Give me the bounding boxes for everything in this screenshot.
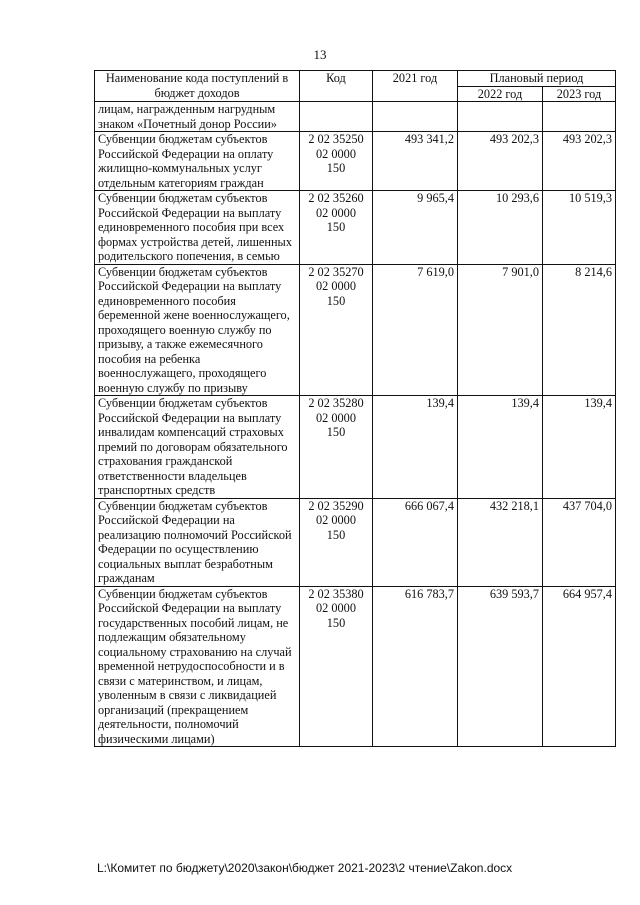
- row-2021: 666 067,4: [373, 498, 458, 586]
- row-2023: 493 202,3: [543, 132, 616, 191]
- row-2023: 664 957,4: [543, 586, 616, 747]
- row-2023: 8 214,6: [543, 264, 616, 396]
- row-2023: 437 704,0: [543, 498, 616, 586]
- table-row: [95, 191, 616, 265]
- code-part: 02 0000: [316, 205, 356, 220]
- table-row: [95, 586, 616, 747]
- code-part: 150: [326, 161, 346, 175]
- code-part: 2 02 35290: [308, 498, 364, 513]
- row-code: [300, 102, 373, 132]
- code-part: 2 02 35380: [308, 586, 364, 601]
- code-part: 150: [326, 293, 346, 308]
- row-name: Субвенции бюджетам субъектов Российской Федерации на выплату государственных пособий лицам, не подлежащим обязательному социальному страхованию на случай временной нетрудоспособности и в связи с материнством, и лицам, уволенным в связи с ликвидацией организаций (прекращением деятельности, полномочий физическими лицами): [95, 586, 300, 747]
- row-code: [300, 396, 373, 499]
- row-2022: 139,4: [458, 396, 543, 499]
- row-code: [300, 132, 373, 191]
- row-2023: 10 519,3: [543, 191, 616, 265]
- row-2022: 493 202,3: [458, 132, 543, 191]
- code-part: 150: [326, 220, 346, 234]
- row-name: лицам, награжденным нагрудным знаком «Почетный донор России»: [95, 102, 300, 132]
- code-part: 150: [326, 615, 346, 630]
- table-row: [95, 132, 616, 191]
- row-2022: 639 593,7: [458, 586, 543, 747]
- row-2022: 10 293,6: [458, 191, 543, 265]
- row-code: [300, 191, 373, 265]
- row-2023: 139,4: [543, 396, 616, 499]
- code-part: 150: [326, 425, 346, 439]
- code-part: 02 0000: [316, 410, 356, 425]
- row-name: Субвенции бюджетам субъектов Российской Федерации на реализацию полномочий Российской Федерации по осуществлению социальных выплат безработным гражданам: [95, 498, 300, 586]
- table-row: [95, 396, 616, 499]
- header-2022: 2022 год: [458, 86, 543, 102]
- header-code: Код: [300, 71, 373, 102]
- row-code: [300, 586, 373, 747]
- row-2021: 616 783,7: [373, 586, 458, 747]
- code-part: 02 0000: [316, 601, 356, 615]
- row-2021: 139,4: [373, 396, 458, 499]
- row-2022: 7 901,0: [458, 264, 543, 396]
- header-name: Наименование кода поступлений в бюджет доходов: [95, 71, 300, 102]
- code-part: 02 0000: [316, 146, 356, 161]
- code-part: 02 0000: [316, 279, 356, 293]
- row-code: [300, 264, 373, 396]
- row-2023: [543, 102, 616, 132]
- header-2021: 2021 год: [373, 71, 458, 102]
- header-planning-period: Плановый период: [458, 71, 616, 87]
- table-row: [95, 102, 616, 132]
- row-name: Субвенции бюджетам субъектов Российской Федерации на оплату жилищно-коммунальных услуг отдельным категориям граждан: [95, 132, 300, 191]
- row-name: Субвенции бюджетам субъектов Российской Федерации на выплату инвалидам компенсаций страховых премий по договорам обязательного страхования гражданской ответственности владельцев транспортных средств: [95, 396, 300, 499]
- table-row: [95, 498, 616, 586]
- code-part: 2 02 35250: [308, 132, 364, 146]
- header-2023: 2023 год: [543, 86, 616, 102]
- row-2022: 432 218,1: [458, 498, 543, 586]
- file-path-footer: L:\Комитет по бюджету\2020\закон\бюджет 2021-2023\2 чтение\Zakon.docx: [97, 861, 513, 875]
- row-2021: 7 619,0: [373, 264, 458, 396]
- code-part: 02 0000: [316, 513, 356, 527]
- row-name: Субвенции бюджетам субъектов Российской Федерации на выплату единовременного пособия при всех формах устройства детей, лишенных родительского попечения, в семью: [95, 191, 300, 265]
- revenue-table: [94, 70, 616, 747]
- code-part: 2 02 35270: [308, 264, 364, 279]
- code-part: 2 02 35280: [308, 396, 364, 410]
- code-part: 150: [326, 527, 346, 542]
- row-2021: 493 341,2: [373, 132, 458, 191]
- table-row: [95, 264, 616, 396]
- row-2021: [373, 102, 458, 132]
- row-2022: [458, 102, 543, 132]
- page-number: 13: [313, 47, 327, 62]
- code-part: 2 02 35260: [308, 191, 364, 205]
- row-2021: 9 965,4: [373, 191, 458, 265]
- row-name: Субвенции бюджетам субъектов Российской Федерации на выплату единовременного пособия беременной жене военнослужащего, проходящего военную службу по призыву, а также ежемесячного пособия на ребенка военнослужащего, проходящего военную службу по призыву: [95, 264, 300, 396]
- row-code: [300, 498, 373, 586]
- table-header: [95, 71, 616, 102]
